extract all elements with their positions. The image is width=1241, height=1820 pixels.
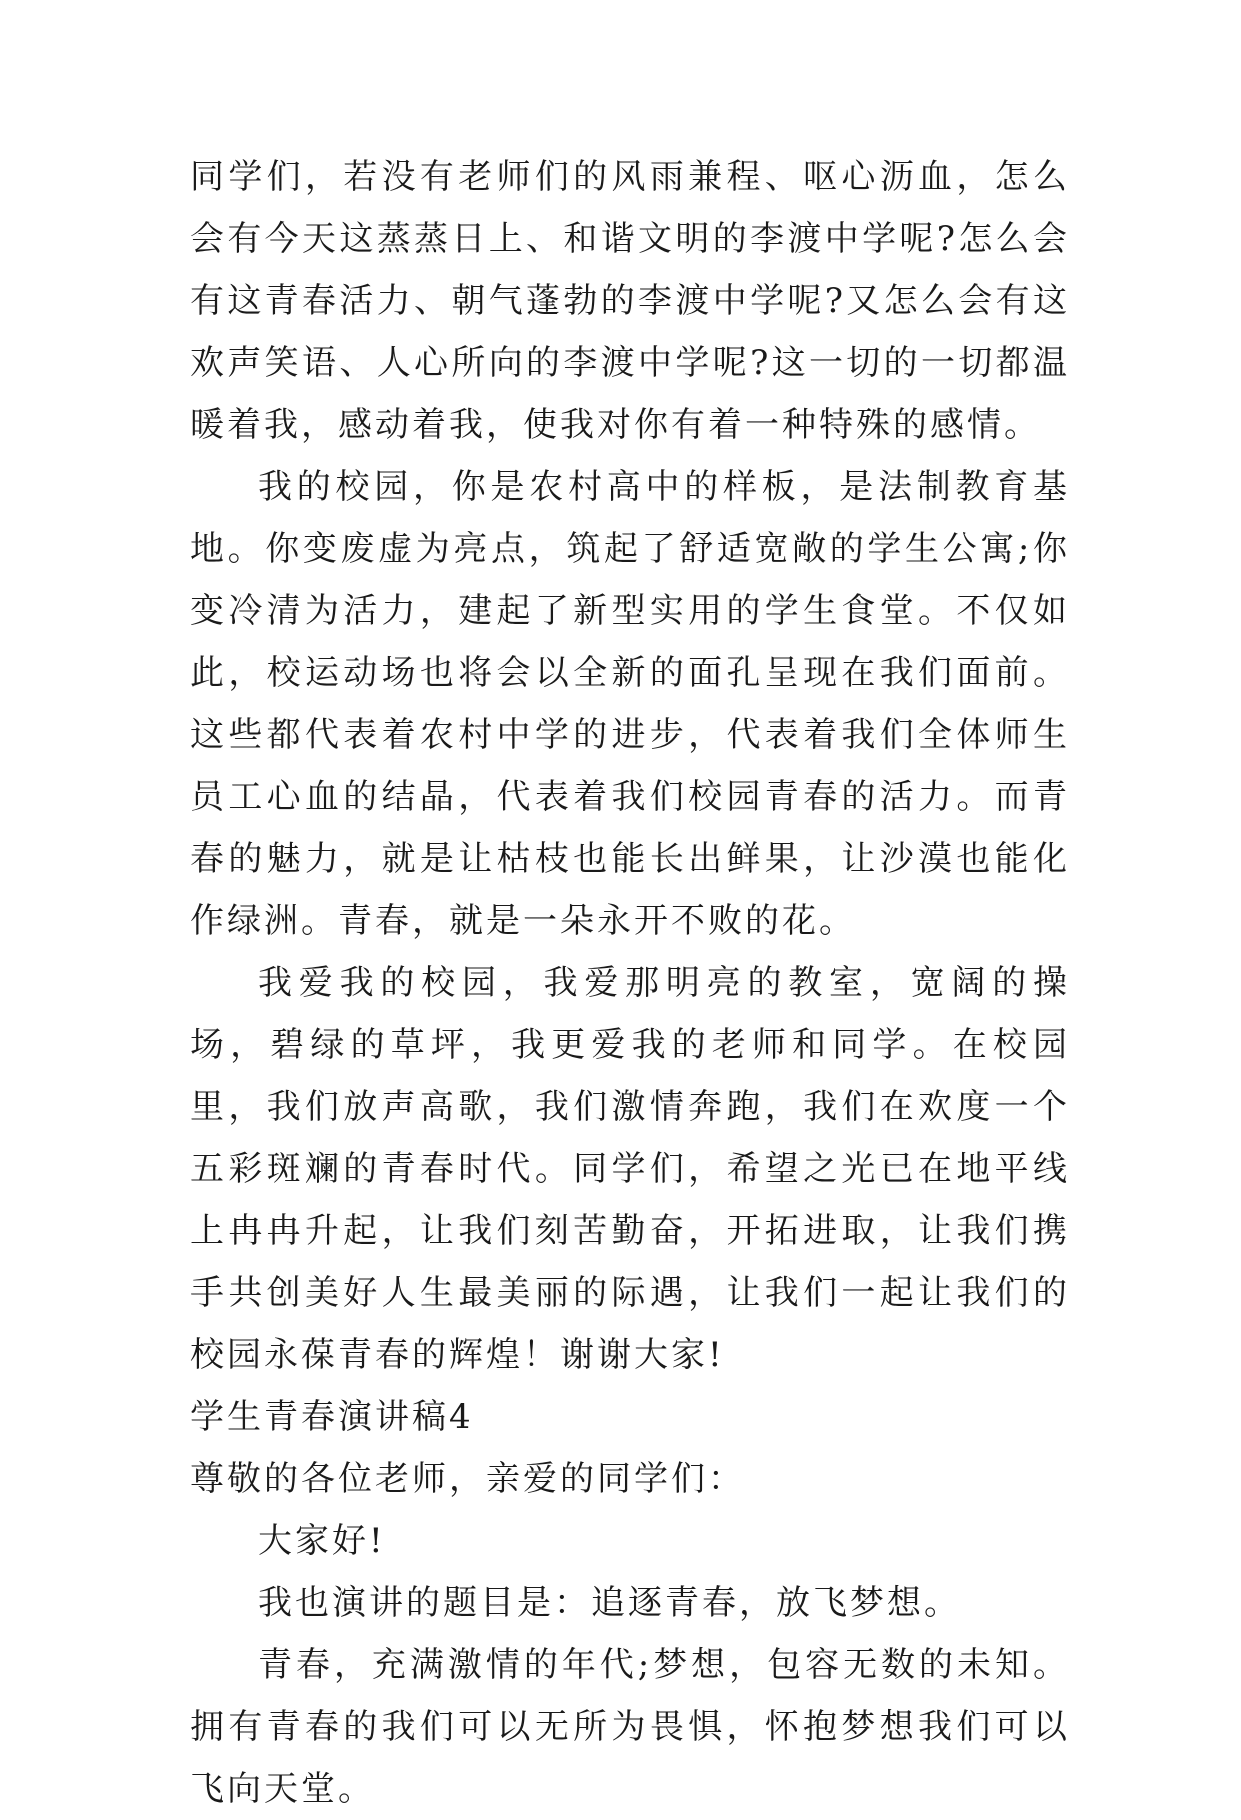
document-body [190,146,1070,1820]
closing-paragraph: 青春，充满激情的年代;梦想，包容无数的未知。拥有青春的我们可以无所为畏惧，怀抱梦想我们可以飞向天堂。 [190,1645,1070,1809]
speech-topic: 我也演讲的题目是：追逐青春，放飞梦想。 [258,1583,961,1623]
paragraph-2: 我的校园，你是农村高中的样板，是法制教育基地。你变废虚为亮点，筑起了舒适宽敞的学生公寓;你变冷清为活力，建起了新型实用的学生食堂。不仅如此，校运动场也将会以全新的面孔呈现在我们面前。这些都代表着农村中学的进步，代表着我们全体师生员工心血的结晶，代表着我们校园青春的活力。而青春的魅力，就是让枯枝也能长出鲜果，让沙漠也能化作绿洲。青春，就是一朵永开不败的花。 [190,467,1070,941]
greeting: 大家好! [258,1521,386,1561]
salutation: 尊敬的各位老师，亲爱的同学们： [190,1459,745,1499]
paragraph-3: 我爱我的校园，我爱那明亮的教室，宽阔的操场，碧绿的草坪，我更爱我的老师和同学。在校园里，我们放声高歌，我们激情奔跑，我们在欢度一个五彩斑斓的青春时代。同学们，希望之光已在地平线上冉冉升起，让我们刻苦勤奋，开拓进取，让我们携手共创美好人生最美丽的际遇，让我们一起让我们的校园永葆青春的辉煌！谢谢大家! [190,963,1070,1375]
section-title: 学生青春演讲稿4 [190,1397,474,1437]
paragraph-1: 同学们，若没有老师们的风雨兼程、呕心沥血，怎么会有今天这蒸蒸日上、和谐文明的李渡中学呢?怎么会有这青春活力、朝气蓬勃的李渡中学呢?又怎么会有这欢声笑语、人心所向的李渡中学呢?这一切的一切都温暖着我，感动着我，使我对你有着一种特殊的感情。 [190,157,1070,445]
